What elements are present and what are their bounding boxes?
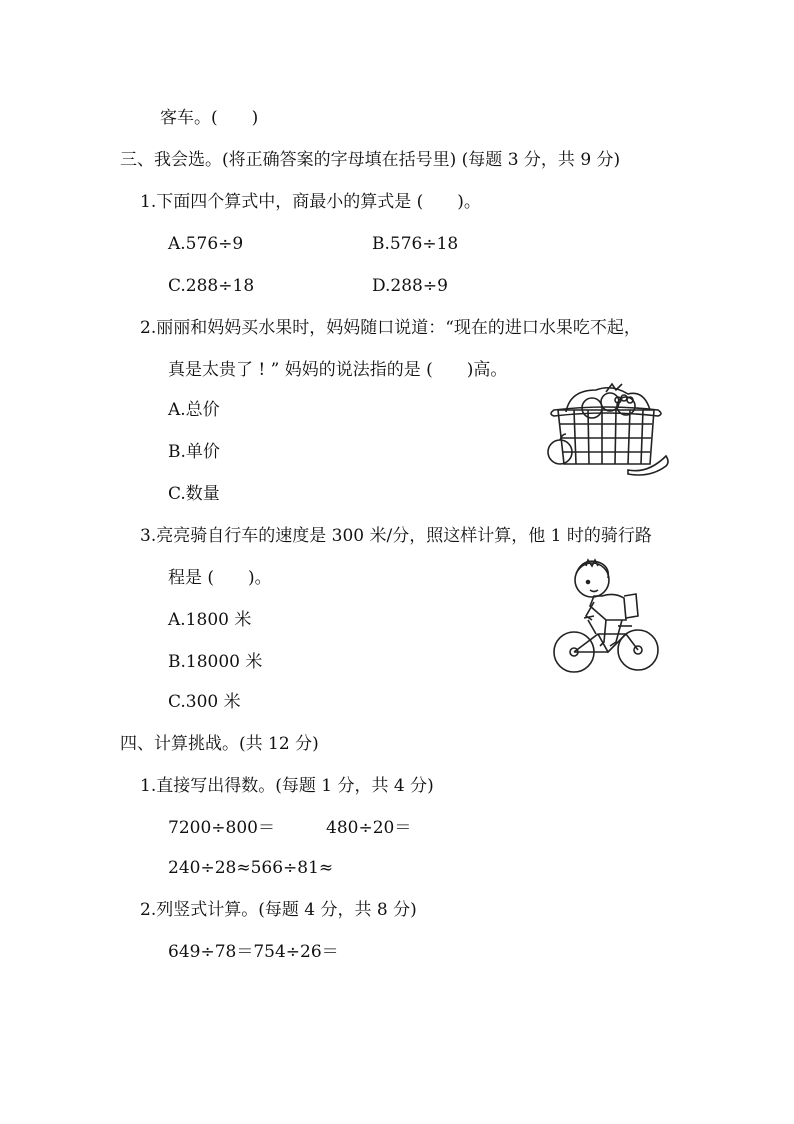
q1-option-b: B.576÷18	[372, 234, 459, 254]
q3-option-c: C.300 米	[168, 692, 241, 712]
q1-stem: 1.下面四个算式中，商最小的算式是 ( )。	[140, 192, 481, 212]
q2-stem-line2: 真是太贵了 ! ” 妈妈的说法指的是 ( )高。	[168, 360, 508, 380]
fruit-basket-illustration	[540, 380, 675, 478]
p1-row2: 240÷28≈566÷81≈	[168, 858, 334, 878]
p1-expr-2: 480÷20＝	[326, 818, 412, 838]
q3-stem-line2: 程是 ( )。	[168, 568, 272, 588]
section3-heading: 三、我会选。(将正确答案的字母填在括号里) (每题 3 分，共 9 分)	[120, 150, 621, 170]
q2-option-b: B.单价	[168, 442, 220, 462]
carryover-text: 客车。( )	[160, 108, 259, 128]
p2-stem: 2.列竖式计算。(每题 4 分，共 8 分)	[140, 900, 417, 920]
q3-option-a: A.1800 米	[168, 610, 252, 630]
q2-option-c: C.数量	[168, 484, 220, 504]
q2-option-a: A.总价	[168, 400, 220, 420]
q3-option-b: B.18000 米	[168, 652, 263, 672]
boy-on-bicycle-illustration	[548, 554, 668, 678]
q1-option-a: A.576÷9	[168, 234, 244, 254]
q1-option-d: D.288÷9	[372, 276, 448, 296]
section4-heading: 四、计算挑战。(共 12 分)	[120, 734, 319, 754]
q2-stem-line1: 2.丽丽和妈妈买水果时，妈妈随口说道：“现在的进口水果吃不起，	[140, 318, 641, 338]
q3-stem-line1: 3.亮亮骑自行车的速度是 300 米/分，照这样计算，他 1 时的骑行路	[140, 526, 652, 546]
p1-expr-1: 7200÷800＝	[168, 818, 275, 838]
q1-option-c: C.288÷18	[168, 276, 255, 296]
p1-stem: 1.直接写出得数。(每题 1 分，共 4 分)	[140, 776, 434, 796]
p2-row1: 649÷78＝754÷26＝	[168, 942, 339, 962]
